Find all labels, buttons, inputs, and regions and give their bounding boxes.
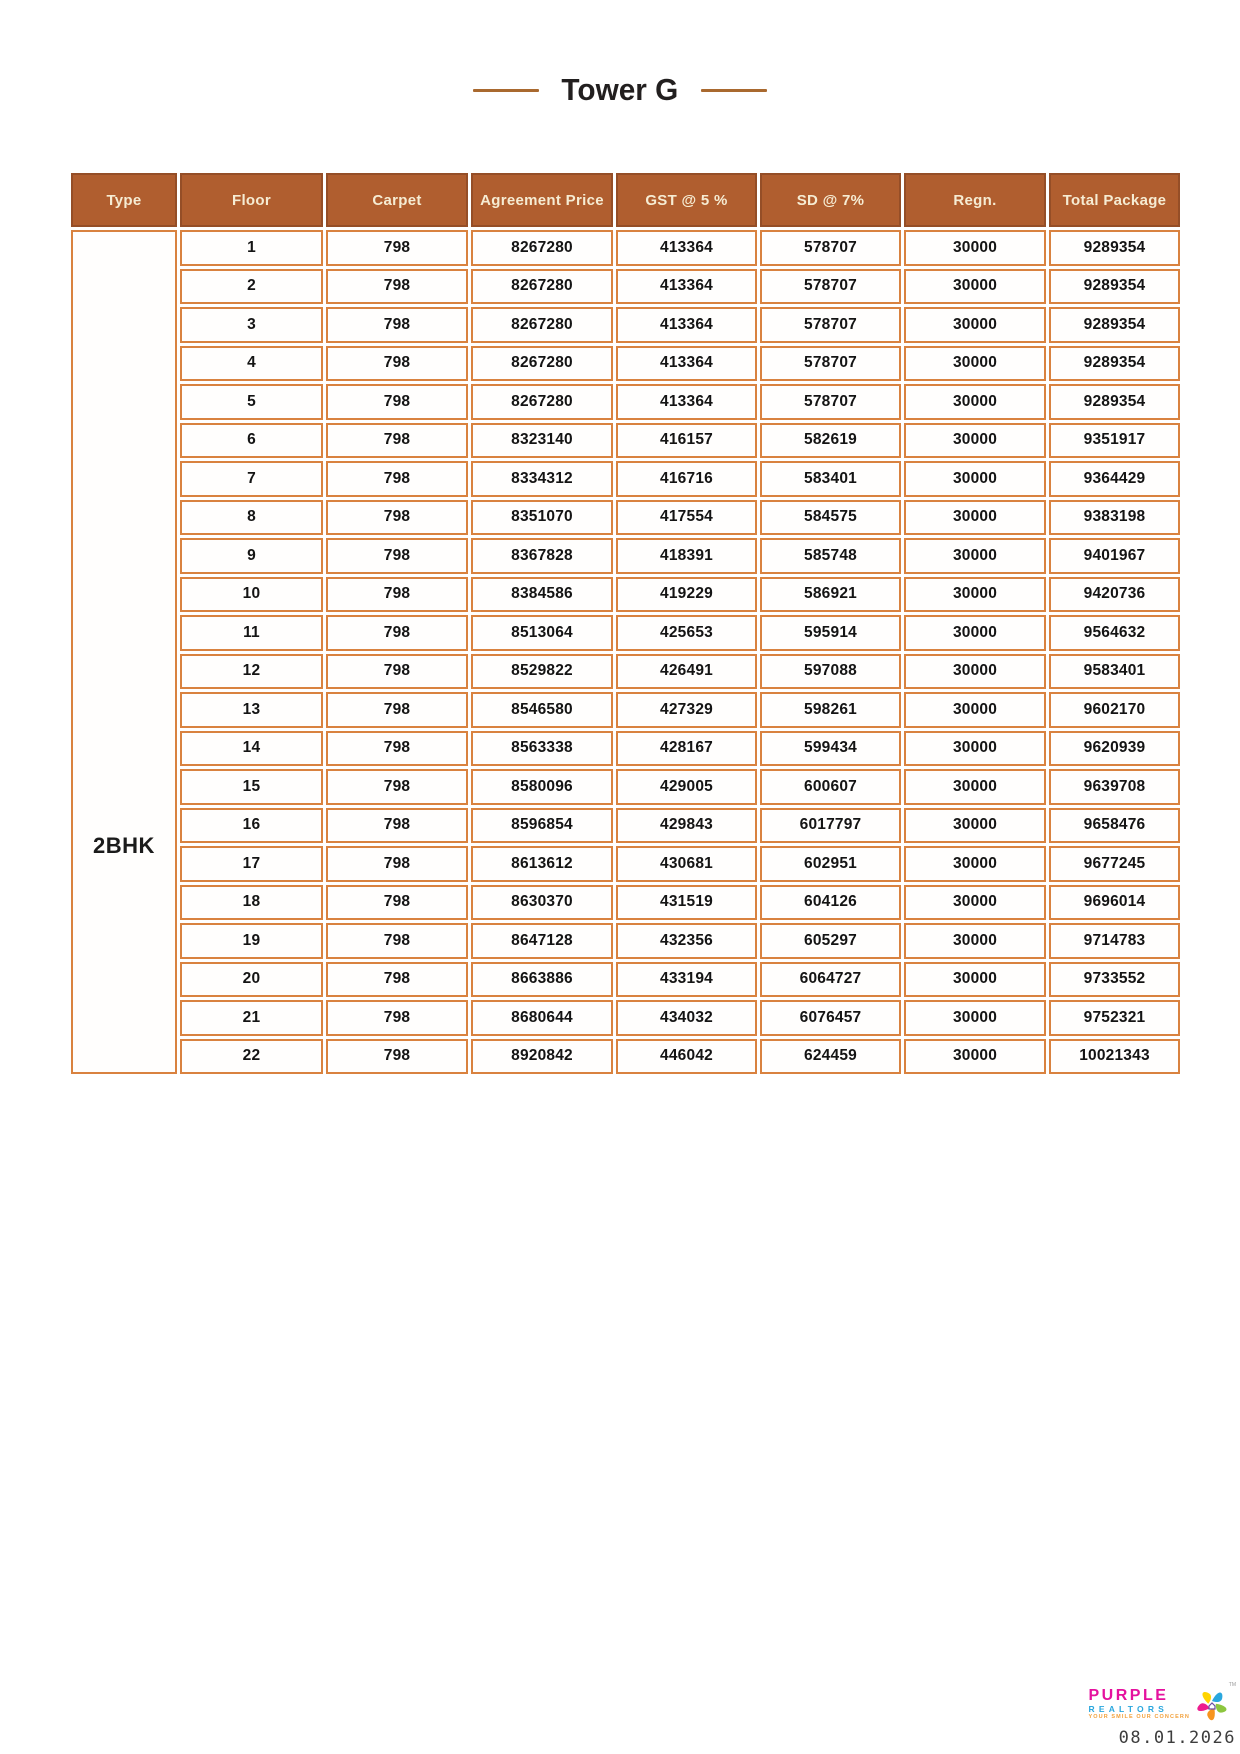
- total-package-cell: 9289354: [1049, 384, 1180, 420]
- carpet-cell: 798: [326, 731, 468, 767]
- agreement-price-cell: 8267280: [471, 269, 613, 305]
- regn-cell: 30000: [904, 923, 1046, 959]
- floor-cell: 2: [180, 269, 323, 305]
- sd-cell: 585748: [760, 538, 901, 574]
- total-package-cell: 9289354: [1049, 346, 1180, 382]
- header-carpet: Carpet: [326, 173, 468, 227]
- total-package-cell: 9564632: [1049, 615, 1180, 651]
- total-package-cell: 9752321: [1049, 1000, 1180, 1036]
- regn-cell: 30000: [904, 692, 1046, 728]
- sd-cell: 605297: [760, 923, 901, 959]
- logo-subtitle: REALTORS: [1088, 1703, 1169, 1714]
- carpet-cell: 798: [326, 885, 468, 921]
- total-package-cell: 9364429: [1049, 461, 1180, 497]
- sd-cell: 599434: [760, 731, 901, 767]
- floor-cell: 13: [180, 692, 323, 728]
- agreement-price-cell: 8267280: [471, 307, 613, 343]
- floor-cell: 6: [180, 423, 323, 459]
- page-title: Tower G: [561, 72, 679, 107]
- carpet-cell: 798: [326, 1039, 468, 1075]
- gst-cell: 427329: [616, 692, 757, 728]
- floor-cell: 19: [180, 923, 323, 959]
- regn-cell: 30000: [904, 423, 1046, 459]
- agreement-price-cell: 8920842: [471, 1039, 613, 1075]
- agreement-price-cell: 8680644: [471, 1000, 613, 1036]
- gst-cell: 431519: [616, 885, 757, 921]
- logo-text-block: [1088, 1688, 1190, 1721]
- sd-cell: 584575: [760, 500, 901, 536]
- regn-cell: 30000: [904, 769, 1046, 805]
- agreement-price-cell: 8563338: [471, 731, 613, 767]
- regn-cell: 30000: [904, 731, 1046, 767]
- carpet-cell: 798: [326, 654, 468, 690]
- carpet-cell: 798: [326, 230, 468, 266]
- table-row: [71, 500, 1180, 536]
- carpet-cell: 798: [326, 307, 468, 343]
- sd-cell: 598261: [760, 692, 901, 728]
- type-merged-cell: [71, 230, 177, 1074]
- regn-cell: 30000: [904, 500, 1046, 536]
- carpet-cell: 798: [326, 923, 468, 959]
- sd-cell: 586921: [760, 577, 901, 613]
- gst-cell: 413364: [616, 230, 757, 266]
- table-row: [71, 962, 1180, 998]
- agreement-price-cell: 8384586: [471, 577, 613, 613]
- floor-cell: 17: [180, 846, 323, 882]
- header-gst: GST @ 5 %: [616, 173, 757, 227]
- carpet-cell: 798: [326, 346, 468, 382]
- sd-cell: 582619: [760, 423, 901, 459]
- gst-cell: 432356: [616, 923, 757, 959]
- floor-cell: 4: [180, 346, 323, 382]
- floor-cell: 10: [180, 577, 323, 613]
- agreement-price-cell: 8663886: [471, 962, 613, 998]
- carpet-cell: 798: [326, 1000, 468, 1036]
- sd-cell: 595914: [760, 615, 901, 651]
- agreement-price-cell: 8267280: [471, 230, 613, 266]
- sd-cell: 602951: [760, 846, 901, 882]
- floor-cell: 1: [180, 230, 323, 266]
- regn-cell: 30000: [904, 1039, 1046, 1075]
- carpet-cell: 798: [326, 769, 468, 805]
- table-row: [71, 577, 1180, 613]
- floor-cell: 22: [180, 1039, 323, 1075]
- floor-cell: 18: [180, 885, 323, 921]
- total-package-cell: 9289354: [1049, 307, 1180, 343]
- header-total: Total Package: [1049, 173, 1180, 227]
- total-package-cell: 10021343: [1049, 1039, 1180, 1075]
- gst-cell: 419229: [616, 577, 757, 613]
- gst-cell: 429005: [616, 769, 757, 805]
- regn-cell: 30000: [904, 962, 1046, 998]
- gst-cell: 428167: [616, 731, 757, 767]
- regn-cell: 30000: [904, 269, 1046, 305]
- carpet-cell: 798: [326, 538, 468, 574]
- footer-date: 08.01.2026: [1118, 1728, 1236, 1748]
- floor-cell: 9: [180, 538, 323, 574]
- regn-cell: 30000: [904, 384, 1046, 420]
- gst-cell: 426491: [616, 654, 757, 690]
- sd-cell: 6064727: [760, 962, 901, 998]
- carpet-cell: 798: [326, 808, 468, 844]
- table-header: [71, 173, 1180, 227]
- header-type: Type: [71, 173, 177, 227]
- table-row: [71, 384, 1180, 420]
- table-row: [71, 346, 1180, 382]
- total-package-cell: 9401967: [1049, 538, 1180, 574]
- total-package-cell: 9696014: [1049, 885, 1180, 921]
- header-regn: Regn.: [904, 173, 1046, 227]
- pricing-table-wrap: [68, 170, 1168, 1077]
- agreement-price-cell: 8596854: [471, 808, 613, 844]
- sd-cell: 600607: [760, 769, 901, 805]
- logo-tm-mark: TM: [1228, 1682, 1236, 1688]
- logo-star-icon: [1192, 1682, 1236, 1724]
- total-package-cell: 9658476: [1049, 808, 1180, 844]
- table-row: [71, 885, 1180, 921]
- sd-cell: 624459: [760, 1039, 901, 1075]
- agreement-price-cell: 8529822: [471, 654, 613, 690]
- agreement-price-cell: 8351070: [471, 500, 613, 536]
- regn-cell: 30000: [904, 230, 1046, 266]
- header-row: [71, 173, 1180, 227]
- table-row: [71, 923, 1180, 959]
- carpet-cell: 798: [326, 962, 468, 998]
- agreement-price-cell: 8647128: [471, 923, 613, 959]
- carpet-cell: 798: [326, 500, 468, 536]
- agreement-price-cell: 8267280: [471, 384, 613, 420]
- logo-tagline: YOUR SMILE OUR CONCERN: [1088, 1714, 1190, 1720]
- table-row: [71, 654, 1180, 690]
- table-row: [71, 307, 1180, 343]
- table-row: [71, 423, 1180, 459]
- agreement-price-cell: 8613612: [471, 846, 613, 882]
- floor-cell: 11: [180, 615, 323, 651]
- header-floor: Floor: [180, 173, 323, 227]
- gst-cell: 446042: [616, 1039, 757, 1075]
- table-row: [71, 538, 1180, 574]
- total-package-cell: 9620939: [1049, 731, 1180, 767]
- sd-cell: 578707: [760, 346, 901, 382]
- floor-cell: 21: [180, 1000, 323, 1036]
- regn-cell: 30000: [904, 461, 1046, 497]
- gst-cell: 433194: [616, 962, 757, 998]
- table-row: [71, 1039, 1180, 1075]
- table-row: [71, 692, 1180, 728]
- gst-cell: 429843: [616, 808, 757, 844]
- purple-realtors-logo: [1088, 1682, 1236, 1724]
- agreement-price-cell: 8546580: [471, 692, 613, 728]
- agreement-price-cell: 8267280: [471, 346, 613, 382]
- floor-cell: 5: [180, 384, 323, 420]
- regn-cell: 30000: [904, 615, 1046, 651]
- sd-cell: 578707: [760, 307, 901, 343]
- table-row: [71, 846, 1180, 882]
- gst-cell: 434032: [616, 1000, 757, 1036]
- sd-cell: 578707: [760, 269, 901, 305]
- sd-cell: 604126: [760, 885, 901, 921]
- regn-cell: 30000: [904, 577, 1046, 613]
- title-block: [0, 72, 1240, 108]
- table-row: [71, 769, 1180, 805]
- sd-cell: 6017797: [760, 808, 901, 844]
- total-package-cell: 9677245: [1049, 846, 1180, 882]
- total-package-cell: 9583401: [1049, 654, 1180, 690]
- gst-cell: 413364: [616, 307, 757, 343]
- agreement-price-cell: 8323140: [471, 423, 613, 459]
- table-row: [71, 1000, 1180, 1036]
- regn-cell: 30000: [904, 846, 1046, 882]
- type-label: 2BHK: [93, 832, 155, 858]
- floor-cell: 15: [180, 769, 323, 805]
- total-package-cell: 9289354: [1049, 269, 1180, 305]
- carpet-cell: 798: [326, 577, 468, 613]
- header-agreement: Agreement Price: [471, 173, 613, 227]
- total-package-cell: 9420736: [1049, 577, 1180, 613]
- regn-cell: 30000: [904, 538, 1046, 574]
- sd-cell: 583401: [760, 461, 901, 497]
- carpet-cell: 798: [326, 461, 468, 497]
- title-left-dash: [473, 89, 539, 92]
- gst-cell: 413364: [616, 269, 757, 305]
- total-package-cell: 9289354: [1049, 230, 1180, 266]
- table-row: [71, 731, 1180, 767]
- gst-cell: 413364: [616, 384, 757, 420]
- table-row: [71, 808, 1180, 844]
- carpet-cell: 798: [326, 269, 468, 305]
- carpet-cell: 798: [326, 846, 468, 882]
- table-row: [71, 615, 1180, 651]
- floor-cell: 20: [180, 962, 323, 998]
- total-package-cell: 9639708: [1049, 769, 1180, 805]
- floor-cell: 16: [180, 808, 323, 844]
- gst-cell: 418391: [616, 538, 757, 574]
- floor-cell: 7: [180, 461, 323, 497]
- footer: [1088, 1684, 1236, 1748]
- total-package-cell: 9351917: [1049, 423, 1180, 459]
- agreement-price-cell: 8367828: [471, 538, 613, 574]
- gst-cell: 425653: [616, 615, 757, 651]
- floor-cell: 8: [180, 500, 323, 536]
- sd-cell: 578707: [760, 384, 901, 420]
- sd-cell: 597088: [760, 654, 901, 690]
- carpet-cell: 798: [326, 692, 468, 728]
- total-package-cell: 9714783: [1049, 923, 1180, 959]
- gst-cell: 416157: [616, 423, 757, 459]
- gst-cell: 413364: [616, 346, 757, 382]
- table-row: [71, 461, 1180, 497]
- regn-cell: 30000: [904, 808, 1046, 844]
- agreement-price-cell: 8513064: [471, 615, 613, 651]
- regn-cell: 30000: [904, 307, 1046, 343]
- regn-cell: 30000: [904, 1000, 1046, 1036]
- floor-cell: 3: [180, 307, 323, 343]
- gst-cell: 417554: [616, 500, 757, 536]
- table-body: [71, 230, 1180, 1074]
- sd-cell: 6076457: [760, 1000, 901, 1036]
- regn-cell: 30000: [904, 885, 1046, 921]
- pricing-table: [68, 170, 1183, 1077]
- agreement-price-cell: 8630370: [471, 885, 613, 921]
- table-row: [71, 269, 1180, 305]
- header-sd: SD @ 7%: [760, 173, 901, 227]
- regn-cell: 30000: [904, 346, 1046, 382]
- carpet-cell: 798: [326, 384, 468, 420]
- agreement-price-cell: 8580096: [471, 769, 613, 805]
- gst-cell: 430681: [616, 846, 757, 882]
- regn-cell: 30000: [904, 654, 1046, 690]
- carpet-cell: 798: [326, 423, 468, 459]
- floor-cell: 12: [180, 654, 323, 690]
- agreement-price-cell: 8334312: [471, 461, 613, 497]
- total-package-cell: 9602170: [1049, 692, 1180, 728]
- gst-cell: 416716: [616, 461, 757, 497]
- table-row: [71, 230, 1180, 266]
- sd-cell: 578707: [760, 230, 901, 266]
- title-right-dash: [701, 89, 767, 92]
- total-package-cell: 9733552: [1049, 962, 1180, 998]
- logo-name: PURPLE: [1088, 1686, 1169, 1704]
- floor-cell: 14: [180, 731, 323, 767]
- total-package-cell: 9383198: [1049, 500, 1180, 536]
- carpet-cell: 798: [326, 615, 468, 651]
